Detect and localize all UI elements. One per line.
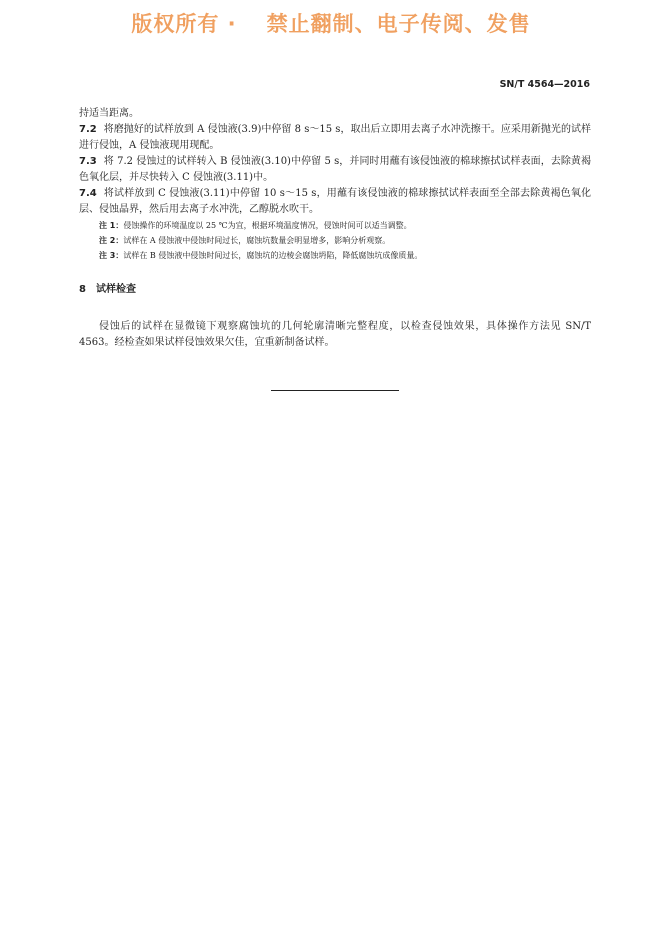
note-text: 侵蚀操作的环境温度以 25 ℃为宜，根据环境温度情况，侵蚀时间可以适当调整。 [123,221,412,230]
section-title: 试样检查 [95,284,136,295]
clause-text: 将磨抛好的试样放到 A 侵蚀液(3.9)中停留 8 s～15 s，取出后立即用去离子水冲洗擦干。应采用新抛光的试样进行侵蚀，A 侵蚀液现用现配。 [79,124,591,151]
clause-text: 将 7.2 侵蚀过的试样转入 B 侵蚀液(3.10)中停留 5 s，并同时用蘸有该侵蚀液的棉球擦拭试样表面，去除黄褐色氧化层，并尽快转入 C 侵蚀液(3.11)中。 [79,156,591,183]
standard-number: SN/T 4564—2016 [499,79,590,90]
clause-number: 7.2 [79,124,97,135]
clause-7-4 [79,186,591,218]
note-label: 注 1： [99,221,124,230]
clause-7-3 [79,154,591,186]
continuation-line: 持适当距离。 [79,108,139,119]
end-of-document-rule [271,390,399,391]
note-label: 注 3： [99,251,124,260]
clause-text: 将试样放到 C 侵蚀液(3.11)中停留 10 s～15 s，用蘸有该侵蚀液的棉球擦拭试样表面至全部去除黄褐色氧化层、侵蚀晶界，然后用去离子水冲洗，乙醇脱水吹干。 [79,188,591,215]
note-1 [79,218,591,233]
section-number: 8 [79,284,86,295]
note-2 [79,233,591,248]
clause-7-2 [79,122,591,154]
section-8-body: 侵蚀后的试样在显微镜下观察腐蚀坑的几何轮廓清晰完整程度，以检查侵蚀效果，具体操作方法见 SN/T 4563。经检查如果试样侵蚀效果欠佳，宜重新制备试样。 [79,321,591,348]
note-3 [79,248,591,263]
copyright-watermark [0,8,662,38]
note-text: 试样在 A 侵蚀液中侵蚀时间过长，腐蚀坑数量会明显增多，影响分析观察。 [123,236,391,245]
watermark-left-text: 版权所有 · [131,12,237,36]
clause-number: 7.3 [79,156,97,167]
clause-number: 7.4 [79,188,97,199]
watermark-right-text: 禁止翻制、电子传阅、发售 [266,12,531,36]
note-text: 试样在 B 侵蚀液中侵蚀时间过长，腐蚀坑的边棱会腐蚀坍陷，降低腐蚀坑成像质量。 [123,251,423,260]
note-label: 注 2： [99,236,124,245]
document-body [79,106,591,351]
section-8-heading [79,282,591,298]
